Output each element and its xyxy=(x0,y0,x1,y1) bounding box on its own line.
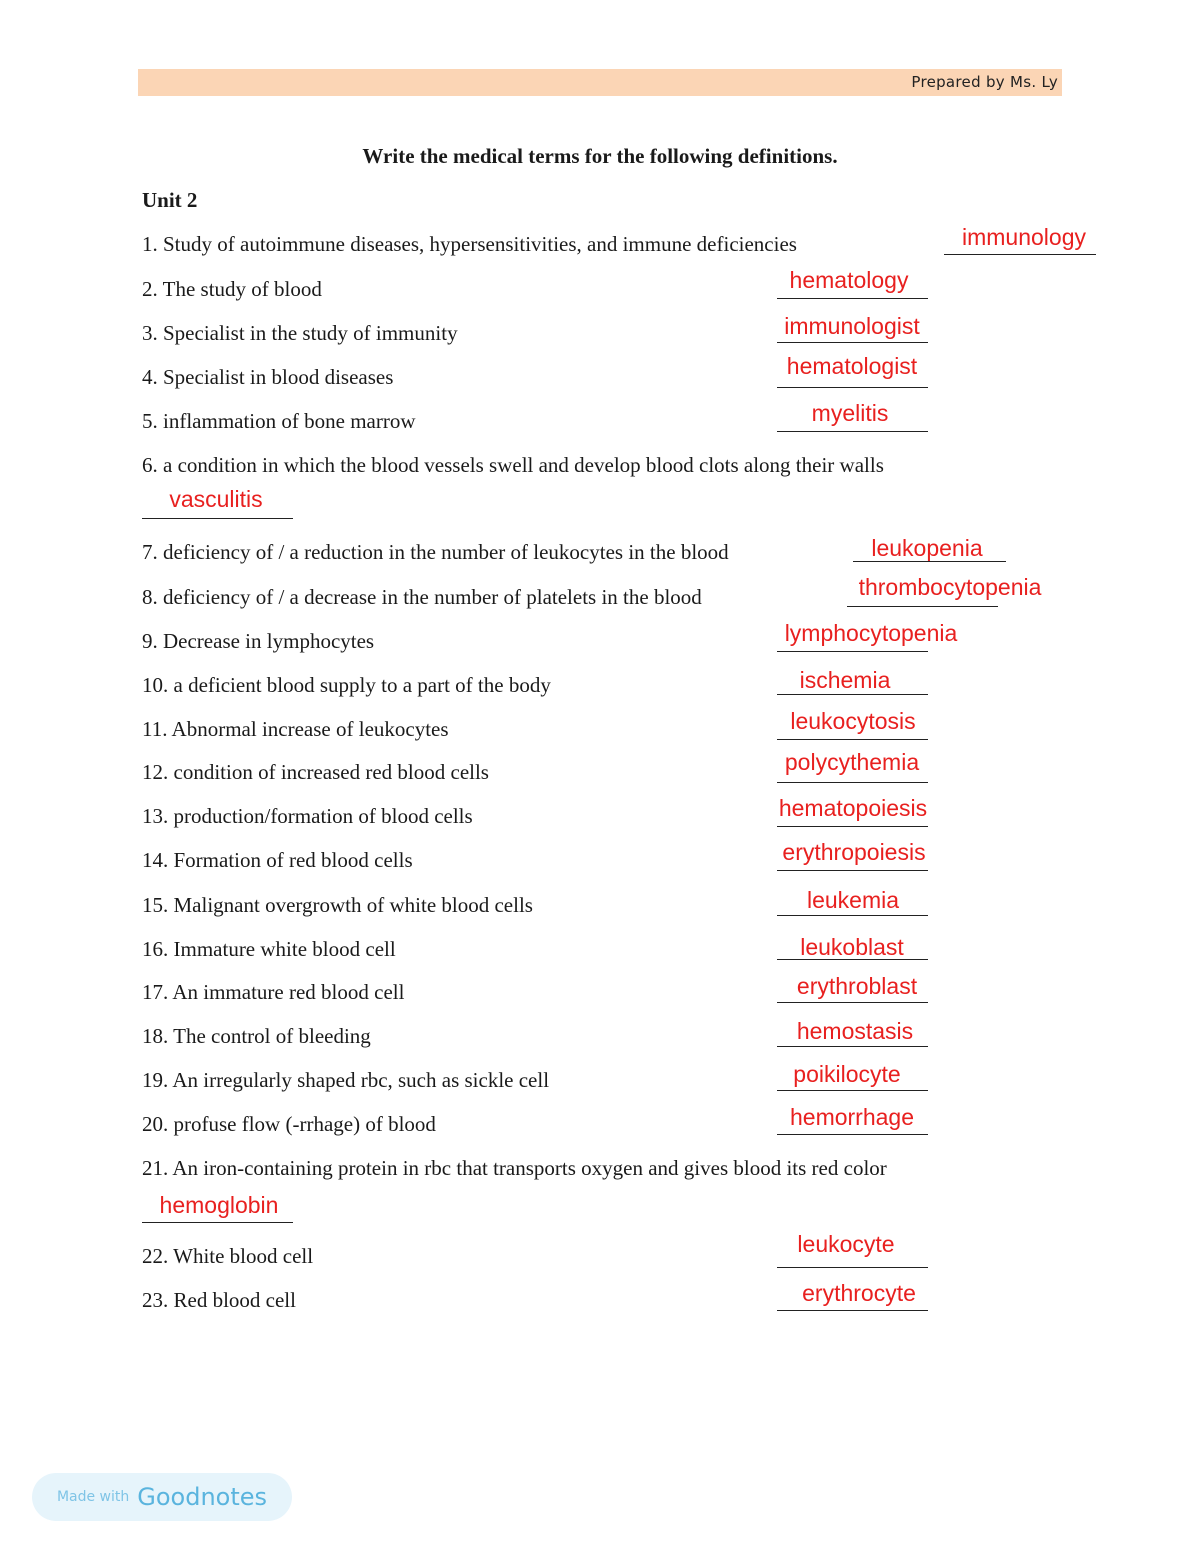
unit-heading: Unit 2 xyxy=(142,188,198,212)
question-10-text: 10. a deficient blood supply to a part of the body xyxy=(142,673,551,697)
answer-12-blank[interactable] xyxy=(777,782,928,783)
answer-10-blank[interactable] xyxy=(777,694,928,695)
answer-23-blank[interactable] xyxy=(777,1310,928,1311)
question-2-text: 2. The study of blood xyxy=(142,277,322,301)
answer-18-handwritten: hemostasis xyxy=(796,1018,914,1044)
question-23-text: 23. Red blood cell xyxy=(142,1288,296,1312)
question-3-text: 3. Specialist in the study of immunity xyxy=(142,321,458,345)
answer-22-blank[interactable] xyxy=(777,1267,928,1268)
question-13-text: 13. production/formation of blood cells xyxy=(142,804,473,828)
answer-8-blank[interactable] xyxy=(847,606,998,607)
question-8-text: 8. deficiency of / a decrease in the number of platelets in the blood xyxy=(142,585,702,609)
answer-13-handwritten: hematopoiesis xyxy=(778,795,928,821)
answer-21-blank[interactable] xyxy=(142,1222,293,1223)
answer-14-handwritten: erythropoiesis xyxy=(782,839,926,865)
question-19-text: 19. An irregularly shaped rbc, such as sickle cell xyxy=(142,1068,550,1092)
answer-17-blank[interactable] xyxy=(777,1002,928,1003)
question-5-text: 5. inflammation of bone marrow xyxy=(142,409,416,433)
question-22-text: 22. White blood cell xyxy=(142,1244,314,1268)
answer-5-blank[interactable] xyxy=(777,431,928,432)
question-11-text: 11. Abnormal increase of leukocytes xyxy=(142,717,449,741)
answer-1-handwritten: immunology xyxy=(962,224,1086,250)
answer-4-blank[interactable] xyxy=(777,387,928,388)
answer-15-blank[interactable] xyxy=(777,915,928,916)
answer-22-handwritten: leukocyte xyxy=(797,1231,895,1257)
question-15-text: 15. Malignant overgrowth of white blood cells xyxy=(142,893,533,917)
answer-19-handwritten: poikilocyte xyxy=(793,1061,901,1087)
answer-18-blank[interactable] xyxy=(777,1046,928,1047)
answer-4-handwritten: hematologist xyxy=(786,353,918,379)
goodnotes-badge[interactable] xyxy=(32,1473,292,1521)
answer-20-blank[interactable] xyxy=(777,1134,928,1135)
question-16-text: 16. Immature white blood cell xyxy=(142,937,396,961)
question-1-text: 1. Study of autoimmune diseases, hypersensitivities, and immune deficiencies xyxy=(142,232,797,256)
question-6-text: 6. a condition in which the blood vessels swell and develop blood clots along their walls xyxy=(142,453,884,477)
worksheet-title: Write the medical terms for the following definitions. xyxy=(362,144,838,168)
badge-made-with: Made with xyxy=(56,1489,130,1505)
answer-10-handwritten: ischemia xyxy=(799,667,891,693)
answer-14-blank[interactable] xyxy=(777,870,928,871)
question-14-text: 14. Formation of red blood cells xyxy=(142,848,413,872)
header-bar xyxy=(138,69,1062,96)
answer-9-handwritten: lymphocytopenia xyxy=(784,620,958,646)
answer-16-handwritten: leukoblast xyxy=(800,934,904,960)
question-12-text: 12. condition of increased red blood cells xyxy=(142,760,489,784)
answer-21-handwritten: hemoglobin xyxy=(159,1192,279,1218)
question-18-text: 18. The control of bleeding xyxy=(142,1024,371,1048)
answer-5-handwritten: myelitis xyxy=(811,400,889,426)
answer-23-handwritten: erythrocyte xyxy=(802,1280,916,1306)
prepared-by-label: Prepared by Ms. Ly xyxy=(911,73,1058,91)
question-21-text: 21. An iron-containing protein in rbc that transports oxygen and gives blood its red color xyxy=(142,1156,887,1180)
answer-20-handwritten: hemorrhage xyxy=(789,1104,915,1130)
answer-9-blank[interactable] xyxy=(777,651,928,652)
question-4-text: 4. Specialist in blood diseases xyxy=(142,365,394,389)
badge-brand-logo: Goodnotes xyxy=(137,1483,268,1511)
question-7-text: 7. deficiency of / a reduction in the number of leukocytes in the blood xyxy=(142,540,729,564)
answer-2-handwritten: hematology xyxy=(789,267,909,293)
answer-7-handwritten: leukopenia xyxy=(871,535,983,561)
answer-8-handwritten: thrombocytopenia xyxy=(858,574,1042,600)
question-17-text: 17. An immature red blood cell xyxy=(142,980,405,1004)
answer-1-blank[interactable] xyxy=(944,254,1096,255)
question-20-text: 20. profuse flow (-rrhage) of blood xyxy=(142,1112,436,1136)
answer-2-blank[interactable] xyxy=(777,298,928,299)
answer-13-blank[interactable] xyxy=(777,826,928,827)
answer-12-handwritten: polycythemia xyxy=(784,749,920,775)
answer-6-handwritten: vasculitis xyxy=(169,486,263,512)
answer-19-blank[interactable] xyxy=(777,1090,928,1091)
answer-15-handwritten: leukemia xyxy=(806,887,900,913)
answer-6-blank[interactable] xyxy=(142,518,293,519)
answer-11-blank[interactable] xyxy=(777,739,928,740)
answer-3-handwritten: immunologist xyxy=(784,313,920,339)
answer-11-handwritten: leukocytosis xyxy=(790,708,916,734)
answer-3-blank[interactable] xyxy=(777,342,928,343)
answer-17-handwritten: erythroblast xyxy=(796,973,918,999)
question-9-text: 9. Decrease in lymphocytes xyxy=(142,629,375,653)
